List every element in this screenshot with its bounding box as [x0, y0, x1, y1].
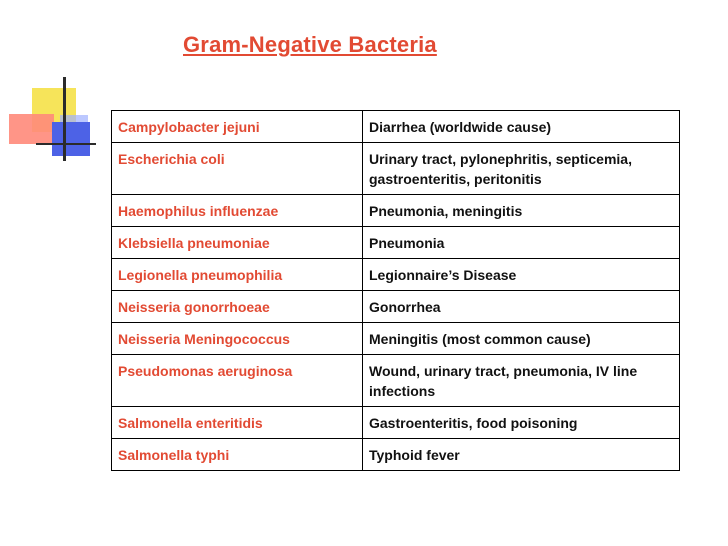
- table-row: [112, 323, 680, 355]
- organism-cell: Salmonella enteritidis: [112, 407, 363, 439]
- organism-cell: Klebsiella pneumoniae: [112, 227, 363, 259]
- organism-cell: Neisseria gonorrhoeae: [112, 291, 363, 323]
- organism-cell: Salmonella typhi: [112, 439, 363, 471]
- table-row: [112, 195, 680, 227]
- table-row: [112, 227, 680, 259]
- table-row: [112, 439, 680, 471]
- bacteria-table: [111, 110, 680, 471]
- organism-cell: Legionella pneumophilia: [112, 259, 363, 291]
- disease-cell: Diarrhea (worldwide cause): [363, 111, 680, 143]
- table-row: [112, 259, 680, 291]
- disease-cell: Gastroenteritis, food poisoning: [363, 407, 680, 439]
- disease-cell: Gonorrhea: [363, 291, 680, 323]
- table-row: [112, 355, 680, 407]
- disease-cell: Pneumonia, meningitis: [363, 195, 680, 227]
- table-row: [112, 143, 680, 195]
- decorative-blue-square: [52, 122, 90, 156]
- organism-cell: Pseudomonas aeruginosa: [112, 355, 363, 407]
- organism-cell: Escherichia coli: [112, 143, 363, 195]
- organism-cell: Campylobacter jejuni: [112, 111, 363, 143]
- disease-cell: Meningitis (most common cause): [363, 323, 680, 355]
- organism-cell: Haemophilus influenzae: [112, 195, 363, 227]
- table-row: [112, 291, 680, 323]
- decorative-red-square: [9, 114, 54, 144]
- disease-cell: Legionnaire’s Disease: [363, 259, 680, 291]
- disease-cell: Wound, urinary tract, pneumonia, IV line infections: [363, 355, 680, 407]
- table-row: [112, 111, 680, 143]
- decorative-vertical-line: [63, 77, 66, 161]
- disease-cell: Urinary tract, pylonephritis, septicemia, gastroenteritis, peritonitis: [363, 143, 680, 195]
- decorative-horizontal-line: [36, 143, 96, 145]
- organism-cell: Neisseria Meningococcus: [112, 323, 363, 355]
- disease-cell: Pneumonia: [363, 227, 680, 259]
- disease-cell: Typhoid fever: [363, 439, 680, 471]
- slide-title: Gram-Negative Bacteria: [183, 32, 437, 57]
- table-row: [112, 407, 680, 439]
